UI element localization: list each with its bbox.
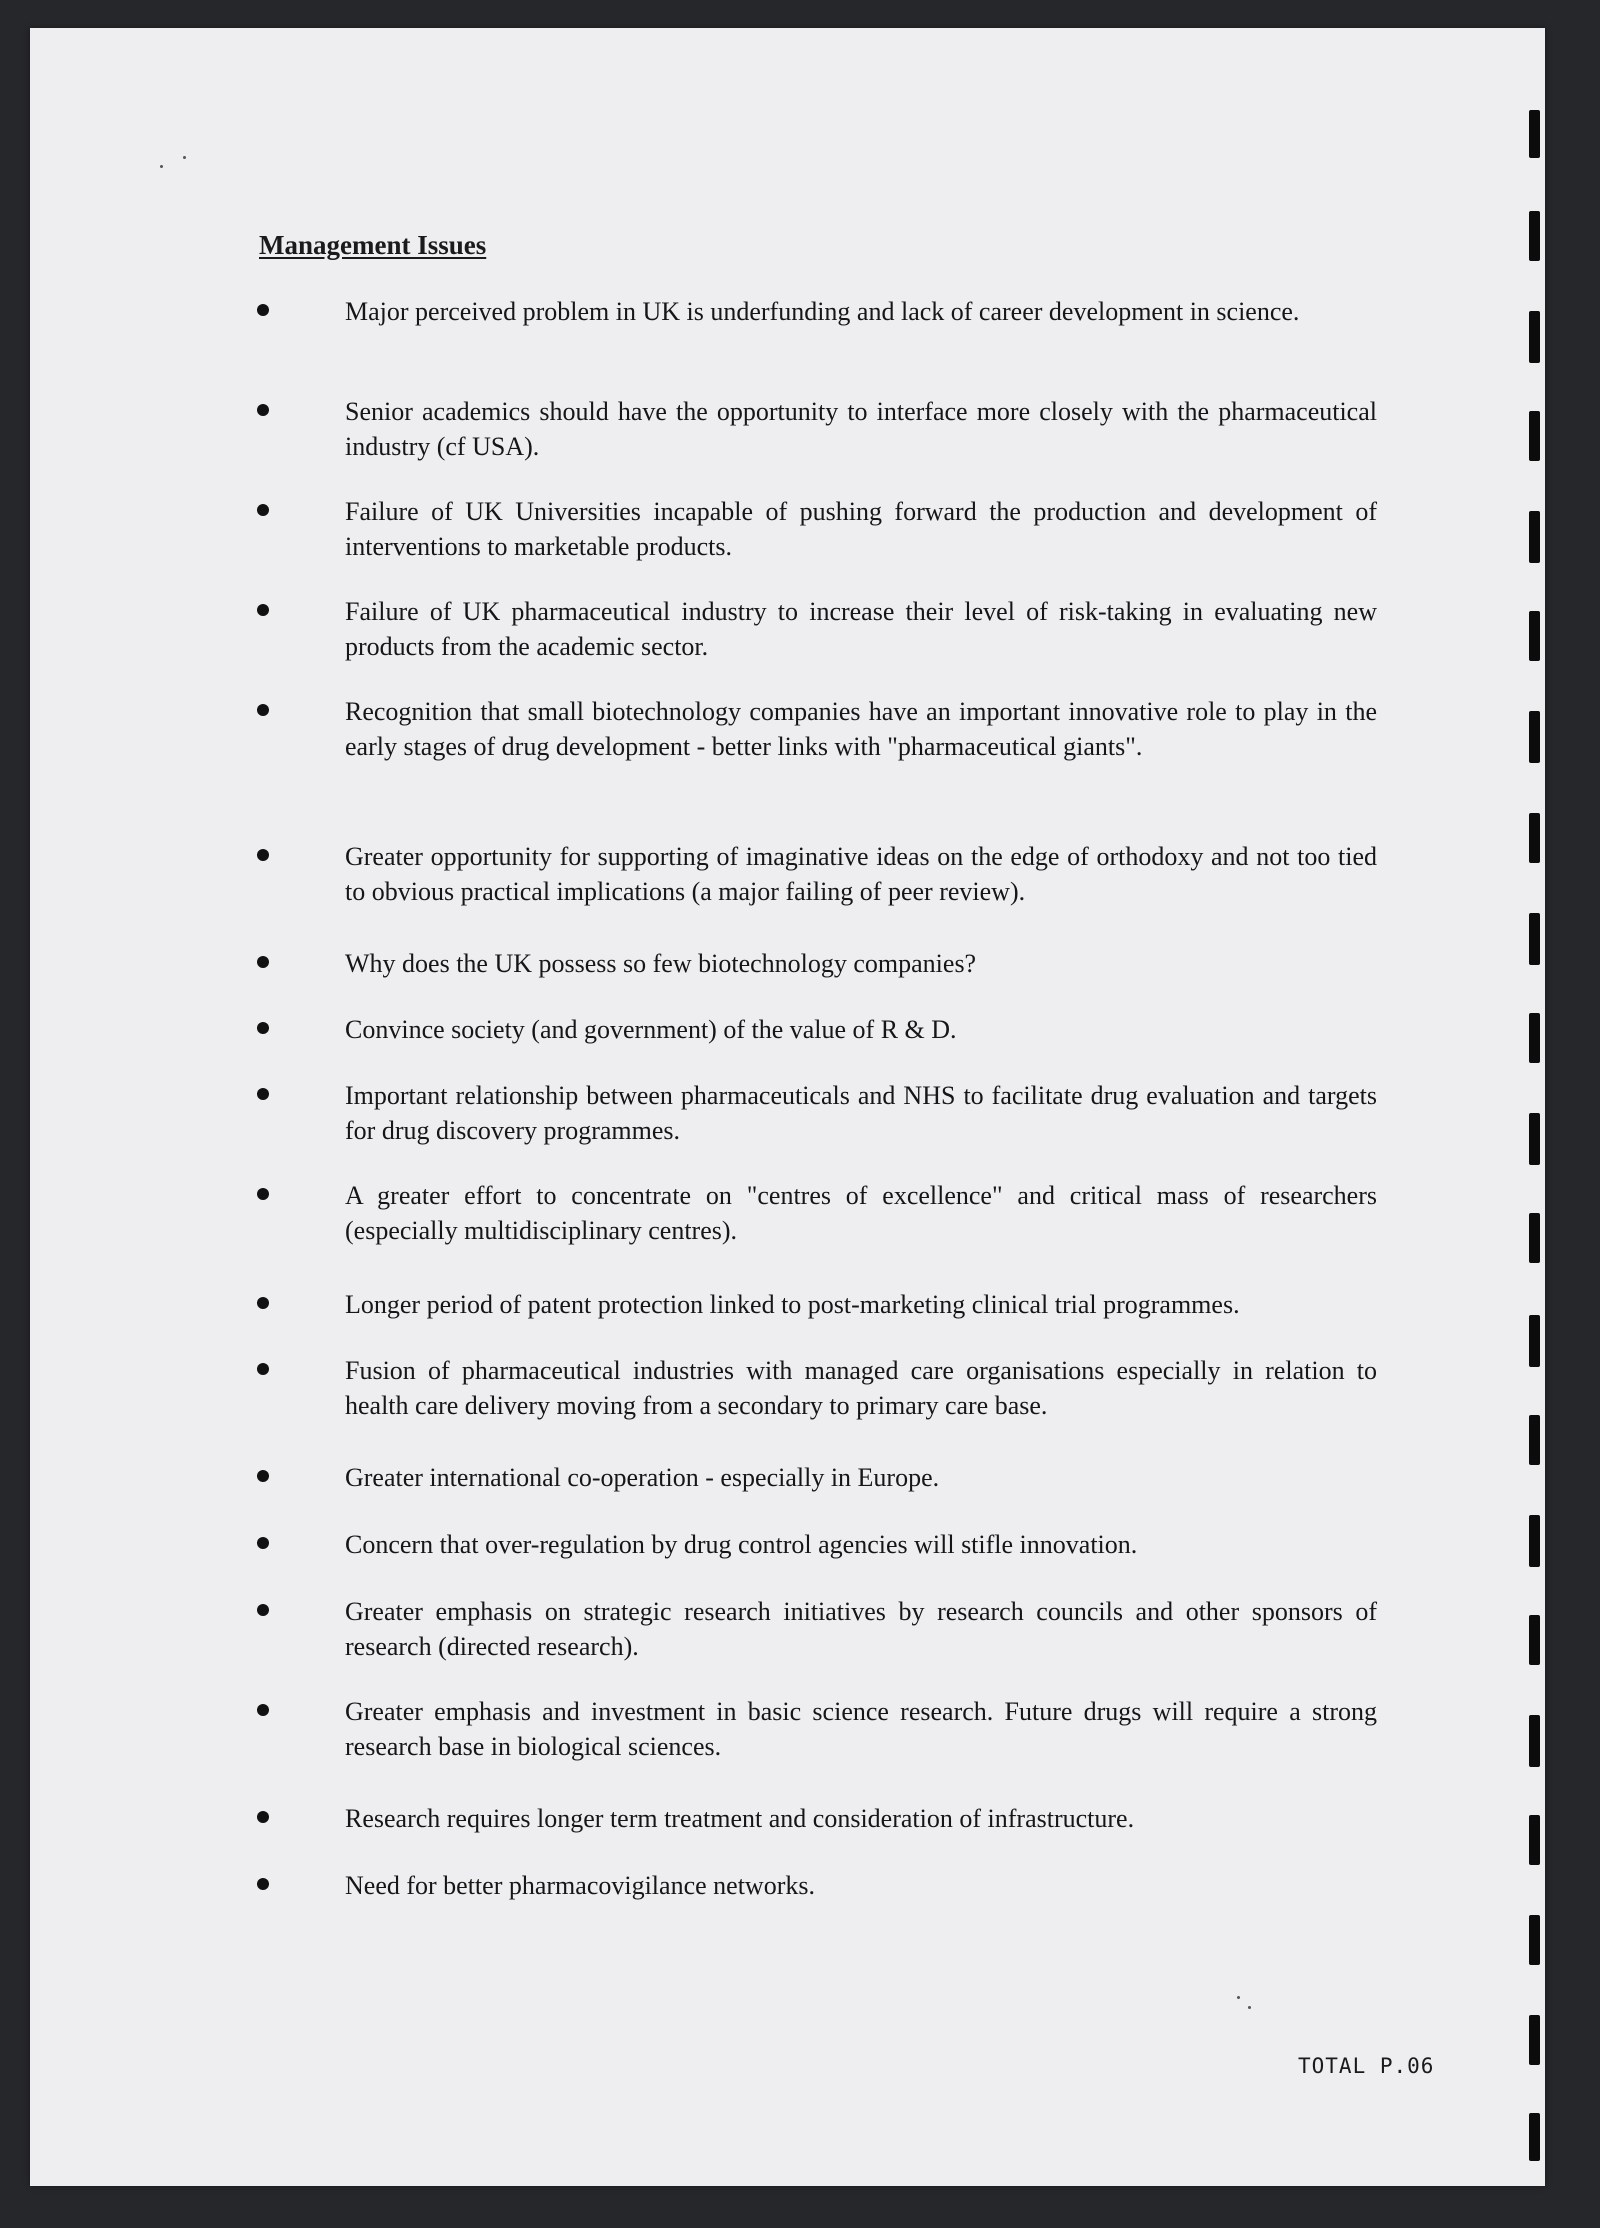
bullet-icon — [257, 704, 269, 716]
bullet-icon — [257, 1297, 269, 1309]
paper-speck — [160, 165, 163, 168]
paper-speck — [1248, 2006, 1251, 2009]
binding-mark — [1529, 1213, 1540, 1263]
binding-mark — [1529, 611, 1540, 661]
bullet-icon — [257, 1363, 269, 1375]
binding-mark — [1529, 1415, 1540, 1465]
binding-mark — [1529, 2113, 1540, 2161]
binding-mark — [1529, 1915, 1540, 1965]
issue-text: Major perceived problem in UK is underfunding and lack of career development in science. — [345, 297, 1300, 326]
issue-text: A greater effort to concentrate on "centres of excellence" and critical mass of researchers (especially multidisciplinary centres). — [345, 1181, 1377, 1245]
binding-mark — [1529, 511, 1540, 563]
binding-mark — [1529, 2015, 1540, 2065]
issue-text: Fusion of pharmaceutical industries with managed care organisations especially in relation to health care delivery moving from a secondary to primary care base. — [345, 1356, 1377, 1420]
binding-mark — [1529, 110, 1540, 158]
bullet-icon — [257, 1188, 269, 1200]
issue-text: Failure of UK Universities incapable of pushing forward the production and development of interventions to marketable products. — [345, 497, 1377, 561]
bullet-icon — [257, 956, 269, 968]
bullet-icon — [257, 1537, 269, 1549]
issue-text: Convince society (and government) of the value of R & D. — [345, 1015, 957, 1044]
bullet-icon — [257, 404, 269, 416]
issue-list — [30, 28, 1545, 2186]
binding-mark — [1529, 711, 1540, 763]
bullet-icon — [257, 1604, 269, 1616]
section-heading: Management Issues — [259, 230, 487, 260]
issue-text: Research requires longer term treatment and consideration of infrastructure. — [345, 1804, 1135, 1833]
issue-text: Need for better pharmacovigilance networks. — [345, 1871, 815, 1900]
issue-text: Recognition that small biotechnology companies have an important innovative role to play in the early stages of drug development - better links with "pharmaceutical giants". — [345, 697, 1377, 761]
bullet-icon — [257, 1811, 269, 1823]
issue-text: Failure of UK pharmaceutical industry to increase their level of risk-taking in evaluating new products from the academic sector. — [345, 597, 1377, 661]
issue-text: Greater opportunity for supporting of imaginative ideas on the edge of orthodoxy and not too tied to obvious practical implications (a major failing of peer review). — [345, 842, 1377, 906]
binding-mark — [1529, 1013, 1540, 1063]
issue-text: Why does the UK possess so few biotechnology companies? — [345, 949, 977, 978]
binding-mark — [1529, 813, 1540, 863]
page-footer: TOTAL P.06 — [1298, 2054, 1435, 2078]
binding-mark — [1529, 211, 1540, 261]
bullet-icon — [257, 1704, 269, 1716]
bullet-icon — [257, 1878, 269, 1890]
bullet-icon — [257, 1470, 269, 1482]
bullet-icon — [257, 504, 269, 516]
binding-mark — [1529, 1515, 1540, 1567]
document-page — [30, 28, 1545, 2186]
binding-mark — [1529, 411, 1540, 461]
binding-mark — [1529, 311, 1540, 363]
bullet-icon — [257, 1088, 269, 1100]
issue-text: Greater emphasis and investment in basic science research. Future drugs will require a strong research base in biological sciences. — [345, 1697, 1377, 1761]
issue-text: Greater emphasis on strategic research initiatives by research councils and other sponsors of research (directed research). — [345, 1597, 1377, 1661]
bullet-icon — [257, 1022, 269, 1034]
binding-mark — [1529, 1113, 1540, 1165]
bullet-icon — [257, 849, 269, 861]
paper-speck — [183, 156, 186, 159]
binding-mark — [1529, 1315, 1540, 1367]
binding-mark — [1529, 1815, 1540, 1865]
issue-text: Important relationship between pharmaceuticals and NHS to facilitate drug evaluation and targets for drug discovery programmes. — [345, 1081, 1377, 1145]
issue-text: Greater international co-operation - especially in Europe. — [345, 1463, 940, 1492]
issue-text: Concern that over-regulation by drug control agencies will stifle innovation. — [345, 1530, 1138, 1559]
binding-mark — [1529, 913, 1540, 965]
issue-text: Longer period of patent protection linked to post-marketing clinical trial programmes. — [345, 1290, 1240, 1319]
paper-speck — [1237, 1996, 1240, 1999]
bullet-icon — [257, 304, 269, 316]
issue-text: Senior academics should have the opportunity to interface more closely with the pharmaceutical industry (cf USA). — [345, 397, 1377, 461]
binding-mark — [1529, 1615, 1540, 1665]
binding-mark — [1529, 1715, 1540, 1767]
bullet-icon — [257, 604, 269, 616]
